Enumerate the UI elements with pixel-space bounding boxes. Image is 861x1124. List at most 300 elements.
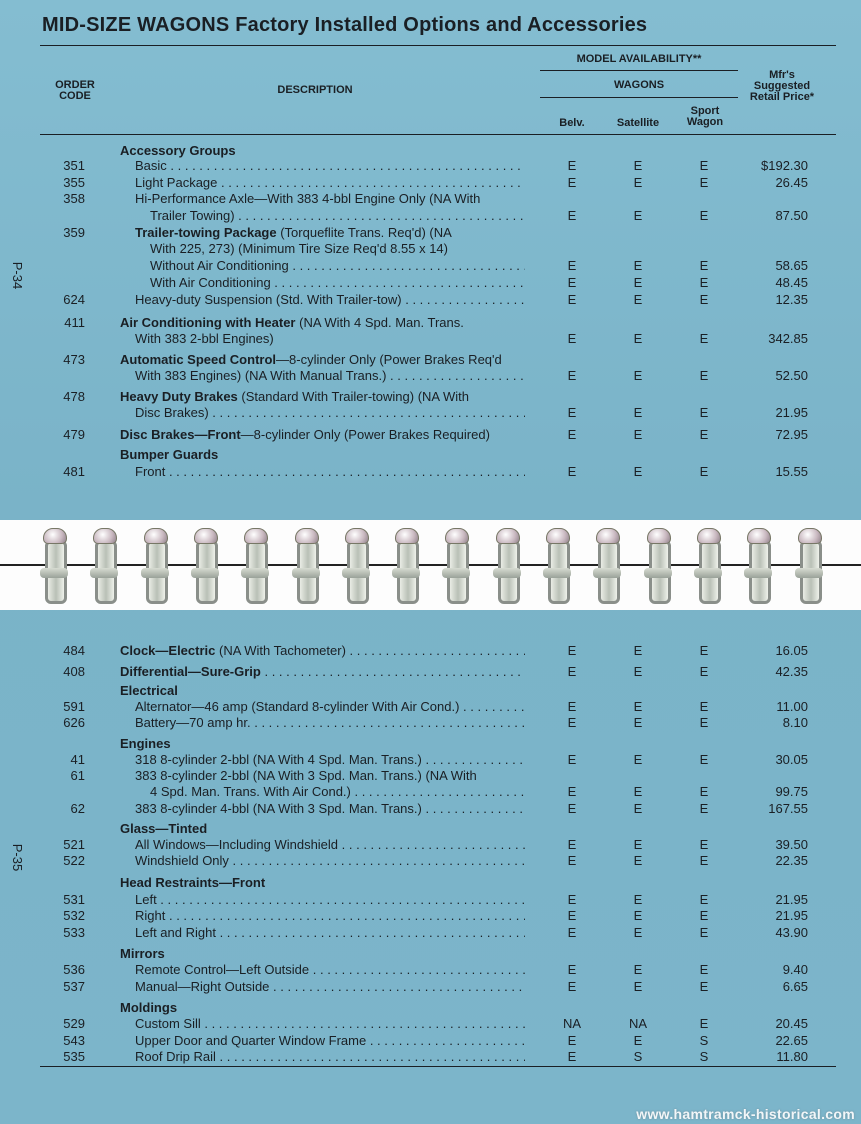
ring-bar [141,568,169,578]
ring-bar [694,568,722,578]
order-code: 591 [63,699,85,714]
availability-belv: E [567,752,577,767]
option-description: Heavy-duty Suspension (Std. With Trailer-tow) . . . [135,291,525,308]
table-row [0,999,861,1016]
availability-sport-wagon: E [699,331,709,346]
availability-belv: E [567,331,577,346]
availability-satellite: E [633,837,643,852]
binding-ring [141,528,169,602]
ring-cap [194,528,218,544]
availability-belv: E [567,1033,577,1048]
ring-bar [342,568,370,578]
binding-ring [644,528,672,602]
table-row [0,800,861,817]
group-heading: Accessory Groups [120,143,236,158]
header-description: DESCRIPTION [277,84,353,96]
availability-belv: E [567,405,577,420]
header-satellite: Satellite [616,117,660,129]
option-description: Trailer Towing) . . . [150,207,525,224]
order-code: 484 [63,643,85,658]
binding-ring [292,528,320,602]
table-row [0,961,861,978]
availability-sport-wagon: S [699,1033,709,1048]
option-description: Alternator—46 amp (Standard 8-cylinder With Air Cond.) . . . [135,698,525,715]
table-row [0,663,861,680]
table-row [0,698,861,715]
option-description: Right . . . [135,907,525,924]
option-description: Disc Brakes—Front—8-cylinder Only (Power Brakes Required) [120,427,490,442]
table-row [0,351,861,368]
option-description: Roof Drip Rail . . . [135,1048,525,1065]
retail-price: 21.95 [775,908,808,923]
availability-belv: E [567,784,577,799]
availability-belv: E [567,801,577,816]
option-description: Left . . . [135,891,525,908]
table-row [0,1032,861,1049]
binding-ring [493,528,521,602]
retail-price: 43.90 [775,925,808,940]
title-rule [40,45,836,46]
binding-ring [442,528,470,602]
option-description: With 225, 273) (Minimum Tire Size Req'd 8.55 x 14) [150,241,448,256]
retail-price: 16.05 [775,643,808,658]
table-row [0,1048,861,1065]
order-code: 626 [63,715,85,730]
table-row [0,783,861,800]
group-heading: Mirrors [120,946,165,961]
option-name: Disc Brakes—Front [120,427,241,442]
retail-price: 42.35 [775,664,808,679]
ring-bar [593,568,621,578]
availability-satellite: E [633,962,643,977]
availability-belv: E [567,699,577,714]
binding-ring [593,528,621,602]
option-name: Air Conditioning with Heater [120,315,296,330]
retail-price: 21.95 [775,892,808,907]
availability-sport-wagon: E [699,158,709,173]
retail-price: 58.65 [775,258,808,273]
binding-ring [40,528,68,602]
retail-price: 99.75 [775,784,808,799]
availability-belv: E [567,837,577,852]
availability-satellite: E [633,784,643,799]
option-description: 318 8-cylinder 2-bbl (NA With 4 Spd. Man. Trans.) . . . [135,751,525,768]
table-row [0,224,861,241]
table-row [0,767,861,784]
ring-bar [644,568,672,578]
order-code: 473 [63,352,85,367]
availability-belv: NA [562,1016,582,1031]
retail-price: 52.50 [775,368,808,383]
retail-price: $192.30 [761,158,808,173]
order-code: 521 [63,837,85,852]
header-order-code: ORDER CODE [55,79,95,102]
availability-satellite: E [633,643,643,658]
page-title [42,14,647,37]
table-row [0,314,861,331]
header-wagons: WAGONS [613,79,665,91]
option-description: Automatic Speed Control—8-cylinder Only (Power Brakes Req'd [120,352,502,367]
binding-fold-line [0,564,861,566]
order-code: 408 [63,664,85,679]
availability-satellite: S [633,1049,643,1064]
table-row [0,1015,861,1032]
binding-ring [392,528,420,602]
availability-sport-wagon: E [699,784,709,799]
availability-sport-wagon: E [699,368,709,383]
option-description: Light Package . . . [135,174,525,191]
option-description: 383 8-cylinder 4-bbl (NA With 3 Spd. Man. Trans.) . . . [135,800,525,817]
availability-satellite: E [633,664,643,679]
table-row [0,714,861,731]
availability-satellite: E [633,908,643,923]
availability-satellite: E [633,275,643,290]
retail-price: 20.45 [775,1016,808,1031]
ring-cap [43,528,67,544]
retail-price: 48.45 [775,275,808,290]
retail-price: 9.40 [782,962,808,977]
availability-sport-wagon: S [699,1049,709,1064]
option-description: Hi-Performance Axle—With 383 4-bbl Engine Only (NA With [135,191,481,206]
order-code: 624 [63,292,85,307]
retail-price: 11.00 [776,699,808,714]
table-bottom-rule [40,1066,836,1067]
availability-satellite: E [633,368,643,383]
availability-satellite: E [633,258,643,273]
availability-belv: E [567,427,577,442]
order-code: 531 [63,892,85,907]
availability-sport-wagon: E [699,208,709,223]
option-description: Custom Sill . . . [135,1015,525,1032]
header-rule-1 [540,70,738,71]
order-code: 62 [70,801,85,816]
order-code: 481 [63,464,85,479]
availability-belv: E [567,275,577,290]
group-heading: Moldings [120,1000,178,1015]
availability-sport-wagon: E [699,464,709,479]
ring-bar [392,568,420,578]
retail-price: 342.85 [768,331,808,346]
option-description: Trailer-towing Package (Torqueflite Trans. Req'd) (NA [135,225,452,240]
table-row [0,207,861,224]
ring-bar [292,568,320,578]
availability-belv: E [567,292,577,307]
ring-bar [40,568,68,578]
table-row [0,852,861,869]
option-description: Without Air Conditioning . . . [150,257,525,274]
availability-belv: E [567,962,577,977]
binding-ring [543,528,571,602]
availability-belv: E [567,908,577,923]
ring-cap [596,528,620,544]
ring-bar [543,568,571,578]
ring-cap [93,528,117,544]
table-row [0,751,861,768]
availability-belv: E [567,643,577,658]
availability-sport-wagon: E [699,175,709,190]
group-heading: Engines [120,736,171,751]
availability-satellite: E [633,925,643,940]
header-price: Mfr's Suggested Retail Price* [749,69,815,103]
availability-sport-wagon: E [699,715,709,730]
retail-price: 15.55 [775,464,808,479]
availability-sport-wagon: E [699,853,709,868]
table-row [0,367,861,384]
option-description: Front . . . [135,463,525,480]
availability-satellite: E [633,853,643,868]
availability-satellite: E [633,405,643,420]
availability-satellite: E [633,979,643,994]
table-row [0,924,861,941]
ring-bar [241,568,269,578]
ring-cap [144,528,168,544]
retail-price: 72.95 [775,427,808,442]
availability-sport-wagon: E [699,801,709,816]
availability-sport-wagon: E [699,979,709,994]
order-code: 355 [63,175,85,190]
option-description: Windshield Only . . . [135,852,525,869]
retail-price: 12.35 [775,292,808,307]
availability-belv: E [567,925,577,940]
order-code: 41 [70,752,85,767]
order-code: 358 [63,191,85,206]
order-code: 522 [63,853,85,868]
ring-cap [445,528,469,544]
table-row [0,874,861,891]
table-row [0,190,861,207]
option-description: Disc Brakes) . . . [135,404,525,421]
spiral-binding [0,520,861,610]
option-description: All Windows—Including Windshield . . . [135,836,525,853]
order-code: 533 [63,925,85,940]
binding-ring [342,528,370,602]
availability-belv: E [567,892,577,907]
header-model-availability: MODEL AVAILABILITY** [576,53,702,65]
ring-cap [647,528,671,544]
availability-sport-wagon: E [699,908,709,923]
order-code: 351 [63,158,85,173]
table-row [0,945,861,962]
availability-sport-wagon: E [699,752,709,767]
availability-sport-wagon: E [699,427,709,442]
availability-sport-wagon: E [699,699,709,714]
availability-sport-wagon: E [699,892,709,907]
option-description: Heavy Duty Brakes (Standard With Trailer-towing) (NA With [120,389,469,404]
option-description: Manual—Right Outside . . . [135,978,525,995]
ring-cap [244,528,268,544]
table-row [0,274,861,291]
option-description: 4 Spd. Man. Trans. With Air Cond.) . . . [150,783,525,800]
availability-sport-wagon: E [699,275,709,290]
table-row [0,978,861,995]
table-row [0,291,861,308]
table-row [0,735,861,752]
option-name: Differential—Sure-Grip [120,664,261,679]
availability-sport-wagon: E [699,405,709,420]
binding-ring [241,528,269,602]
availability-belv: E [567,208,577,223]
table-row [0,174,861,191]
availability-sport-wagon: E [699,962,709,977]
table-row [0,836,861,853]
ring-bar [90,568,118,578]
ring-bar [442,568,470,578]
ring-bar [191,568,219,578]
availability-satellite: E [633,331,643,346]
option-description: Air Conditioning with Heater (NA With 4 Spd. Man. Trans. [120,315,464,330]
availability-satellite: E [633,752,643,767]
order-code: 529 [63,1016,85,1031]
header-sport-wagon: Sport Wagon [686,105,724,128]
table-row [0,682,861,699]
ring-cap [496,528,520,544]
table-row [0,388,861,405]
option-description: Clock—Electric (NA With Tachometer) . . . [120,642,525,659]
availability-sport-wagon: E [699,292,709,307]
retail-price: 26.45 [775,175,808,190]
order-code: 359 [63,225,85,240]
order-code: 532 [63,908,85,923]
availability-belv: E [567,258,577,273]
availability-satellite: E [633,1033,643,1048]
table-row [0,463,861,480]
binding-ring [795,528,823,602]
availability-sport-wagon: E [699,925,709,940]
availability-satellite: E [633,801,643,816]
table-row [0,240,861,257]
availability-belv: E [567,175,577,190]
option-description: Remote Control—Left Outside . . . [135,961,525,978]
ring-bar [744,568,772,578]
order-code: 543 [63,1033,85,1048]
retail-price: 22.65 [775,1033,808,1048]
option-name: Clock—Electric [120,643,216,658]
retail-price: 8.10 [782,715,808,730]
availability-sport-wagon: E [699,258,709,273]
group-heading: Head Restraints—Front [120,875,266,890]
availability-sport-wagon: E [699,643,709,658]
ring-bar [795,568,823,578]
retail-price: 167.55 [768,801,808,816]
availability-belv: E [567,1049,577,1064]
table-row [0,257,861,274]
header-bottom-rule [40,134,836,135]
header-rule-2 [540,97,738,98]
title-rest: Factory Installed Options and Accessories [235,14,648,36]
ring-bar [493,568,521,578]
option-description: With 383 Engines) (NA With Manual Trans.) . . . [135,367,525,384]
group-heading: Bumper Guards [120,447,219,462]
ring-cap [798,528,822,544]
group-heading: Electrical [120,683,178,698]
table-row [0,330,861,347]
option-name: Heavy Duty Brakes [120,389,238,404]
binding-ring [694,528,722,602]
table-row [0,907,861,924]
order-code: 536 [63,962,85,977]
availability-satellite: NA [628,1016,648,1031]
binding-ring [90,528,118,602]
availability-satellite: E [633,427,643,442]
availability-sport-wagon: E [699,664,709,679]
retail-price: 30.05 [775,752,808,767]
ring-cap [395,528,419,544]
order-code: 537 [63,979,85,994]
option-description: Basic . . . [135,157,525,174]
title-bold: MID-SIZE WAGONS [42,14,230,36]
order-code: 411 [64,315,85,330]
availability-sport-wagon: E [699,1016,709,1031]
ring-cap [546,528,570,544]
retail-price: 21.95 [775,405,808,420]
ring-cap [697,528,721,544]
table-row [0,446,861,463]
option-description: 383 8-cylinder 2-bbl (NA With 3 Spd. Man. Trans.) (NA With [135,768,477,783]
ring-cap [295,528,319,544]
availability-satellite: E [633,892,643,907]
order-code: 535 [63,1049,85,1064]
availability-satellite: E [633,158,643,173]
table-row [0,820,861,837]
availability-belv: E [567,158,577,173]
option-description: Left and Right . . . [135,924,525,941]
table-row [0,157,861,174]
availability-satellite: E [633,208,643,223]
page-label-top: P-34 [10,261,26,290]
order-code: 478 [63,389,85,404]
option-description: Battery—70 amp hr. . . . [135,714,525,731]
retail-price: 11.80 [776,1049,808,1064]
availability-satellite: E [633,292,643,307]
table-row [0,404,861,421]
binding-ring [191,528,219,602]
availability-satellite: E [633,715,643,730]
retail-price: 6.65 [782,979,808,994]
availability-belv: E [567,853,577,868]
availability-satellite: E [633,464,643,479]
availability-satellite: E [633,699,643,714]
option-description [120,663,525,680]
option-description: With 383 2-bbl Engines) [135,331,274,346]
option-description: Upper Door and Quarter Window Frame . . . [135,1032,525,1049]
ring-cap [747,528,771,544]
table-row [0,426,861,443]
availability-belv: E [567,368,577,383]
retail-price: 22.35 [775,853,808,868]
order-code: 61 [70,768,85,783]
availability-belv: E [567,715,577,730]
availability-belv: E [567,979,577,994]
option-name: Automatic Speed Control [120,352,277,367]
table-row [0,891,861,908]
header-belv: Belv. [559,117,585,129]
binding-ring [744,528,772,602]
availability-satellite: E [633,175,643,190]
option-description: With Air Conditioning . . . [150,274,525,291]
order-code: 479 [63,427,85,442]
availability-belv: E [567,664,577,679]
watermark: www.hamtramck-historical.com [636,1106,855,1122]
retail-price: 39.50 [775,837,808,852]
ring-cap [345,528,369,544]
page-label-bottom: P-35 [10,843,26,872]
option-name: Trailer-towing Package [135,225,277,240]
availability-sport-wagon: E [699,837,709,852]
availability-belv: E [567,464,577,479]
group-heading: Glass—Tinted [120,821,208,836]
retail-price: 87.50 [775,208,808,223]
table-row [0,642,861,659]
